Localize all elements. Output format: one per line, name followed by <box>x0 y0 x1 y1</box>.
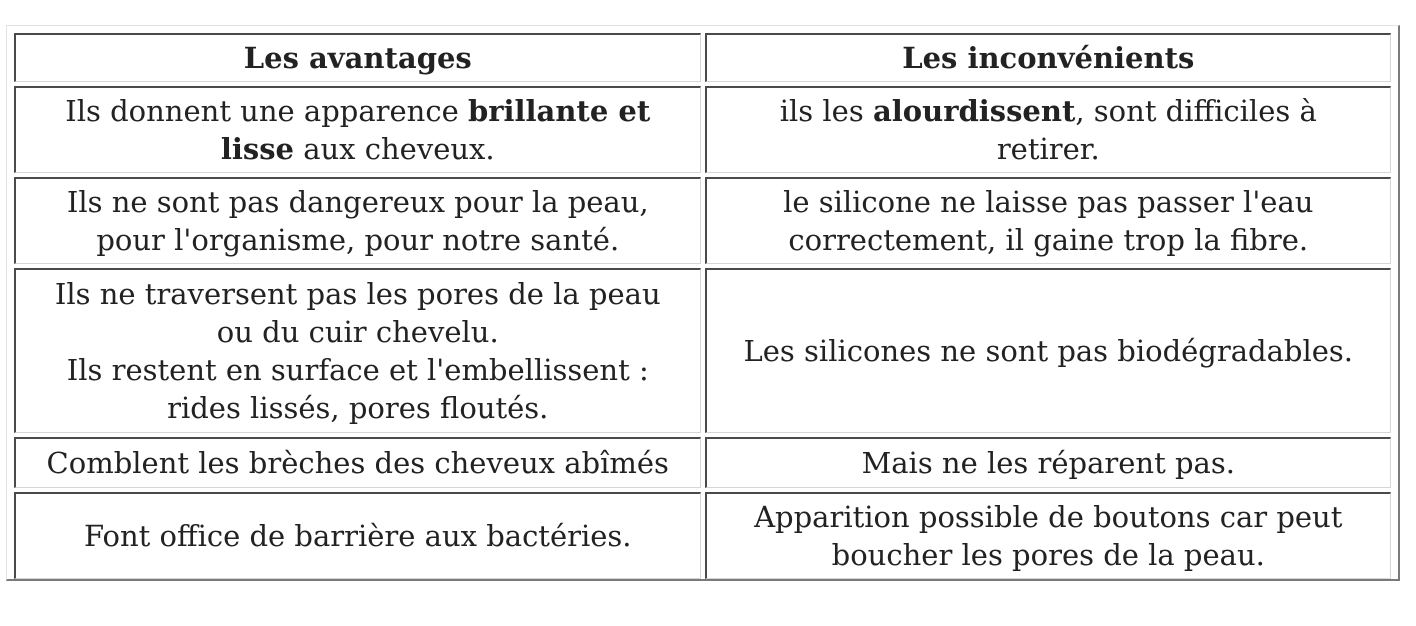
cell-text: aux cheveux. <box>294 132 495 166</box>
table-row <box>14 437 1391 488</box>
comparison-table-frame <box>6 25 1400 581</box>
cell-inconvenient: Les silicones ne sont pas biodégradables. <box>705 268 1392 433</box>
comparison-table <box>10 29 1395 583</box>
cell-line: Ils ne traversent pas les pores de la peau ou du cuir chevelu. <box>54 277 661 349</box>
cell-avantage: Ils ne sont pas dangereux pour la peau, pour l'organisme, pour notre santé. <box>14 177 701 264</box>
cell-inconvenient: le silicone ne laisse pas passer l'eau correctement, il gaine trop la fibre. <box>705 177 1392 264</box>
cell-inconvenient <box>705 86 1392 173</box>
cell-text: Ils donnent une apparence <box>65 94 468 128</box>
cell-bold-text: alourdissent <box>872 94 1076 128</box>
cell-inconvenient: Mais ne les réparent pas. <box>705 437 1392 488</box>
table-row <box>14 492 1391 579</box>
cell-line: Ils restent en surface et l'embellissent : rides lissés, pores floutés. <box>66 353 649 425</box>
header-avantages: Les avantages <box>14 33 701 82</box>
table-row <box>14 86 1391 173</box>
cell-text: ils les <box>779 94 873 128</box>
cell-text: , sont difficiles à retirer. <box>996 94 1317 166</box>
cell-avantage <box>14 268 701 433</box>
cell-avantage: Comblent les brèches des cheveux abîmés <box>14 437 701 488</box>
table-row <box>14 177 1391 264</box>
cell-avantage: Font office de barrière aux bactéries. <box>14 492 701 579</box>
cell-bold-text: brillante et lisse <box>220 94 651 166</box>
table-header-row <box>14 33 1391 82</box>
cell-inconvenient: Apparition possible de boutons car peut boucher les pores de la peau. <box>705 492 1392 579</box>
cell-avantage <box>14 86 701 173</box>
table-row <box>14 268 1391 433</box>
header-inconvenients: Les inconvénients <box>705 33 1392 82</box>
